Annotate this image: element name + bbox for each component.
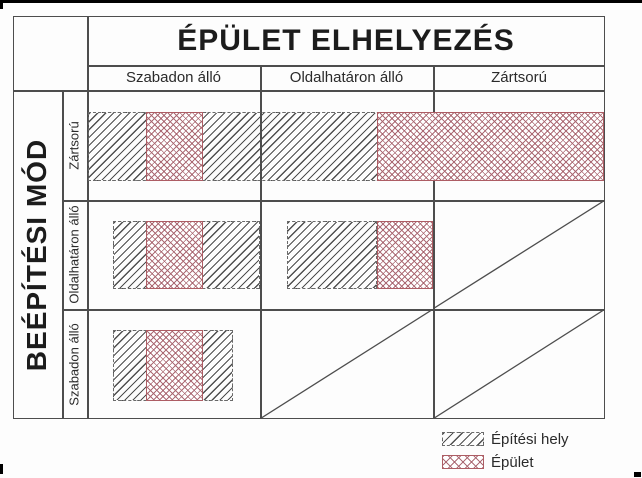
grid-line-horizontal-under-colheads	[13, 90, 605, 92]
na-diagonal-row-oldalhataron-col-zartsoru	[433, 200, 605, 309]
legend-site-label: Építési hely	[491, 430, 569, 448]
legend-building-label: Épület	[491, 453, 534, 471]
scan-border-top	[0, 0, 642, 3]
legend-item-site	[442, 431, 632, 447]
legend	[442, 431, 632, 477]
na-diagonal-row-szabadon-col-oldalhataron	[260, 309, 433, 419]
na-diagonal-row-szabadon-col-zartsoru	[433, 309, 605, 419]
column-header-zartsoru: Zártsorú	[491, 69, 547, 86]
row-header-oldalhataron-allo: Oldalhatáron álló	[67, 205, 83, 304]
site-row-oldalhataron-col-oldalhataron	[287, 221, 377, 289]
row-axis-title: BEÉPÍTÉSI MÓD	[21, 138, 53, 371]
site-hatch-swatch-icon	[442, 432, 484, 446]
building-crosshatch-swatch-icon	[442, 455, 484, 469]
row-header-zartsoru: Zártsorú	[67, 120, 82, 170]
legend-item-building	[442, 454, 632, 470]
row-header-szabadon-allo: Szabadon álló	[67, 322, 82, 406]
building-row-zartsoru-col-szabadon	[146, 112, 203, 181]
building-row-szabadon-col-szabadon	[146, 330, 203, 401]
scan-border-left-top	[0, 0, 3, 9]
column-axis-title: ÉPÜLET ELHELYEZÉS	[177, 23, 515, 57]
building-row-oldalhataron-col-oldalhataron	[377, 221, 433, 289]
scan-mark-bottom-left	[0, 464, 3, 474]
building-row-zartsoru-col-oldalhataron-and-zartsoru	[377, 112, 604, 181]
building-row-oldalhataron-col-szabadon	[146, 221, 203, 289]
column-header-szabadon-allo: Szabadon álló	[125, 69, 222, 86]
scan-mark-bottom-right	[634, 472, 641, 477]
column-header-oldalhataron-allo: Oldalhatáron álló	[289, 69, 404, 86]
